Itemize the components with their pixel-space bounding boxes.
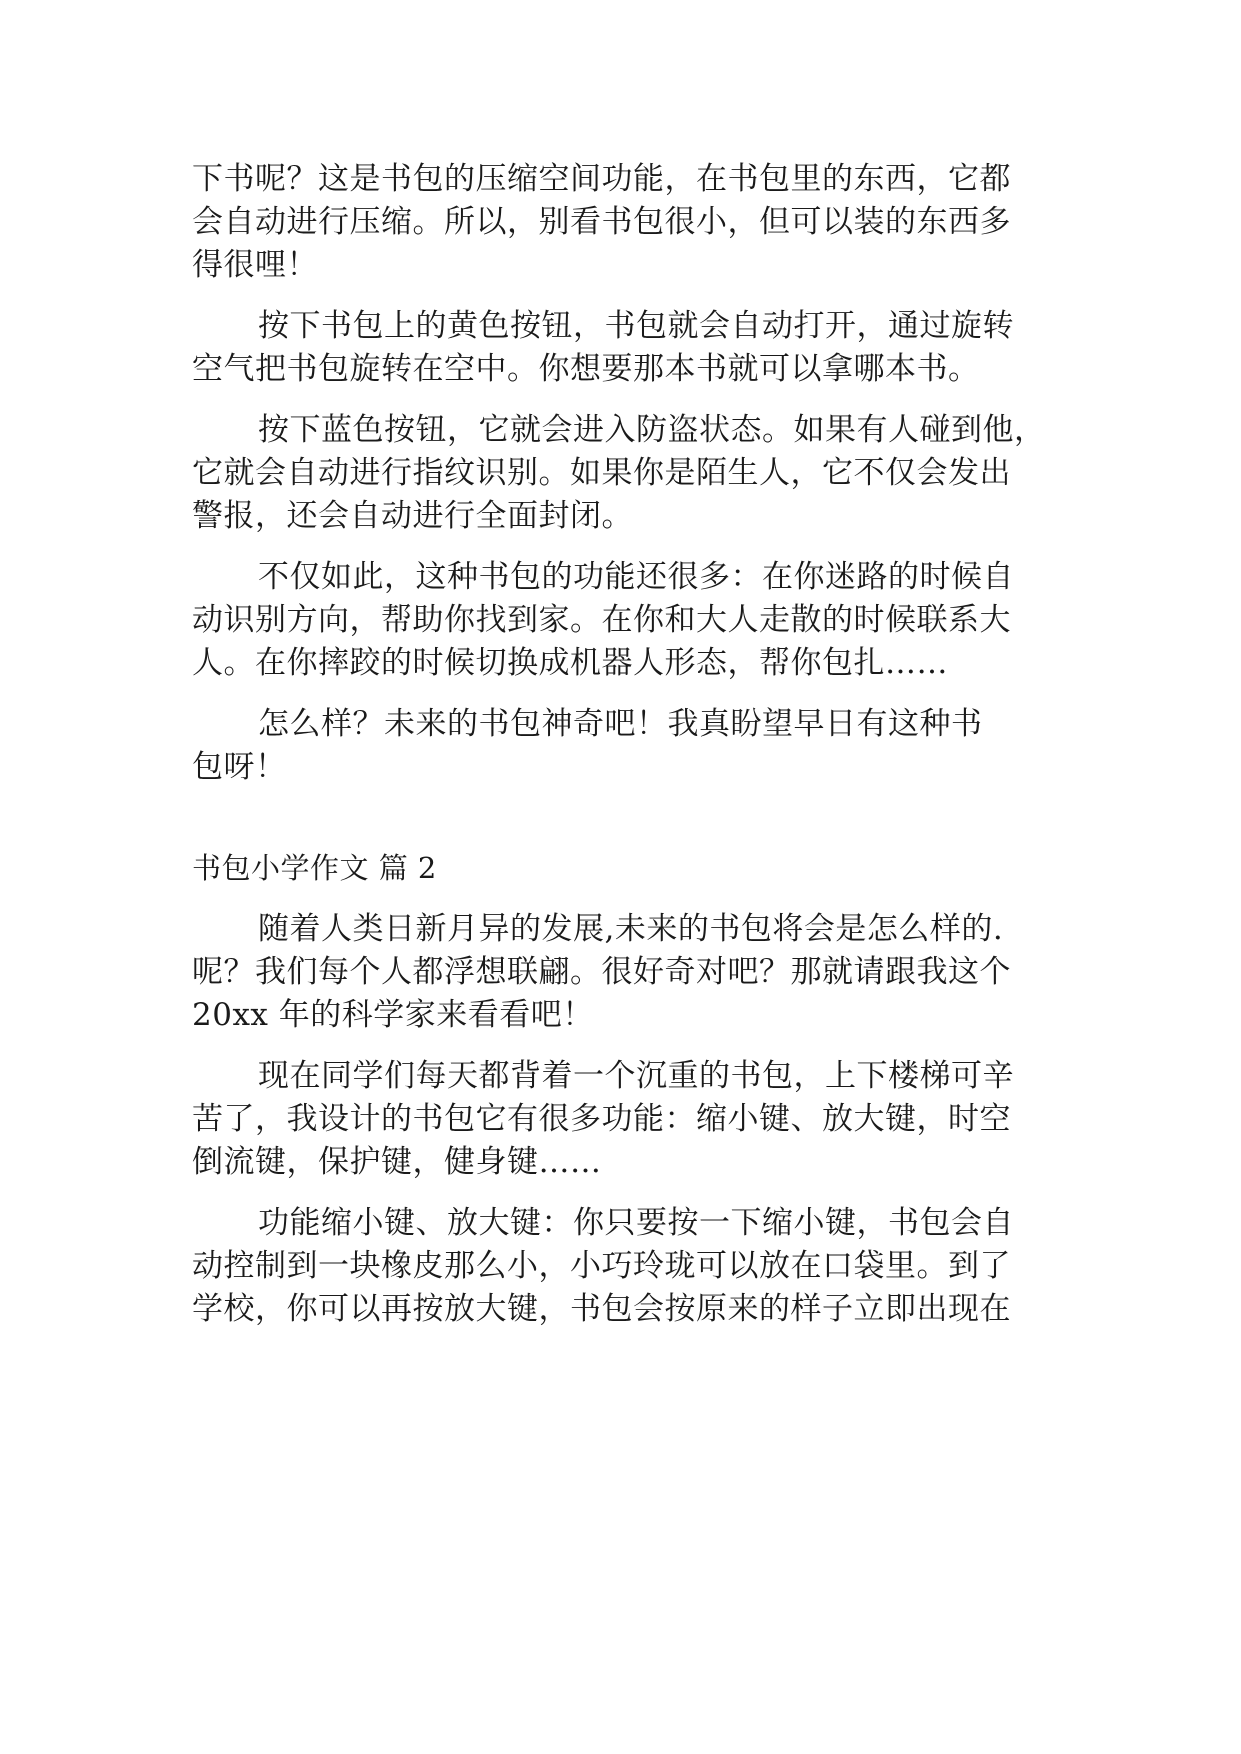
text-line: 包呀！ — [192, 749, 287, 785]
paragraph-spacer — [192, 538, 1060, 556]
paragraph-spacer — [192, 391, 1060, 409]
text-line: 随着人类日新月异的发展,未来的书包将会是怎么样的. — [258, 911, 1004, 947]
text-line: 按下蓝色按钮，它就会进入防盗状态。如果有人碰到他， — [258, 412, 1046, 448]
paragraph — [192, 305, 1060, 391]
text-line: 人。在你摔跤的时候切换成机器人形态，帮你包扎…… — [192, 645, 948, 681]
paragraph — [192, 1202, 1060, 1331]
document-page — [192, 158, 1060, 1331]
text-line: 学校，你可以再按放大键，书包会按原来的样子立即出现在 — [192, 1291, 1011, 1327]
section-heading: 书包小学作文 篇 2 — [192, 851, 437, 885]
text-line: 警报，还会自动进行全面封闭。 — [192, 498, 633, 534]
text-line: 空气把书包旋转在空中。你想要那本书就可以拿哪本书。 — [192, 351, 980, 387]
text-line: 倒流键，保护键，健身键…… — [192, 1144, 602, 1180]
paragraph-spacer — [192, 685, 1060, 703]
paragraph — [192, 908, 1060, 1037]
text-line: 动识别方向，帮助你找到家。在你和大人走散的时候联系大 — [192, 602, 1011, 638]
text-line: 得很哩！ — [192, 247, 318, 283]
text-line: 下书呢？这是书包的压缩空间功能，在书包里的东西，它都 — [192, 161, 1011, 197]
heading-spacer — [192, 890, 1060, 908]
paragraph — [192, 158, 1060, 287]
text-line: 怎么样？未来的书包神奇吧！我真盼望早日有这种书 — [258, 706, 983, 742]
text-line: 按下书包上的黄色按钮，书包就会自动打开，通过旋转 — [258, 308, 1014, 344]
paragraph-spacer — [192, 1037, 1060, 1055]
paragraph — [192, 703, 1060, 789]
essay-part-1 — [192, 158, 1060, 789]
text-line: 功能缩小键、放大键：你只要按一下缩小键，书包会自 — [258, 1205, 1014, 1241]
text-line: 苦了，我设计的书包它有很多功能：缩小键、放大键，时空 — [192, 1101, 1011, 1137]
paragraph — [192, 556, 1060, 685]
text-line: 它就会自动进行指纹识别。如果你是陌生人，它不仅会发出 — [192, 455, 1011, 491]
paragraph — [192, 1055, 1060, 1184]
essay-part-2 — [192, 908, 1060, 1331]
paragraph-spacer — [192, 287, 1060, 305]
text-line: 不仅如此，这种书包的功能还很多：在你迷路的时候自 — [258, 559, 1014, 595]
section-spacer — [192, 789, 1060, 847]
text-line: 呢？我们每个人都浮想联翩。很好奇对吧？那就请跟我这个 — [192, 954, 1011, 990]
text-line: 会自动进行压缩。所以，别看书包很小，但可以装的东西多 — [192, 204, 1011, 240]
text-line: 动控制到一块橡皮那么小，小巧玲珑可以放在口袋里。到了 — [192, 1248, 1011, 1284]
paragraph — [192, 409, 1060, 538]
text-line: 20xx 年的科学家来看看吧！ — [192, 997, 594, 1033]
text-line: 现在同学们每天都背着一个沉重的书包，上下楼梯可辛 — [258, 1058, 1014, 1094]
paragraph-spacer — [192, 1184, 1060, 1202]
